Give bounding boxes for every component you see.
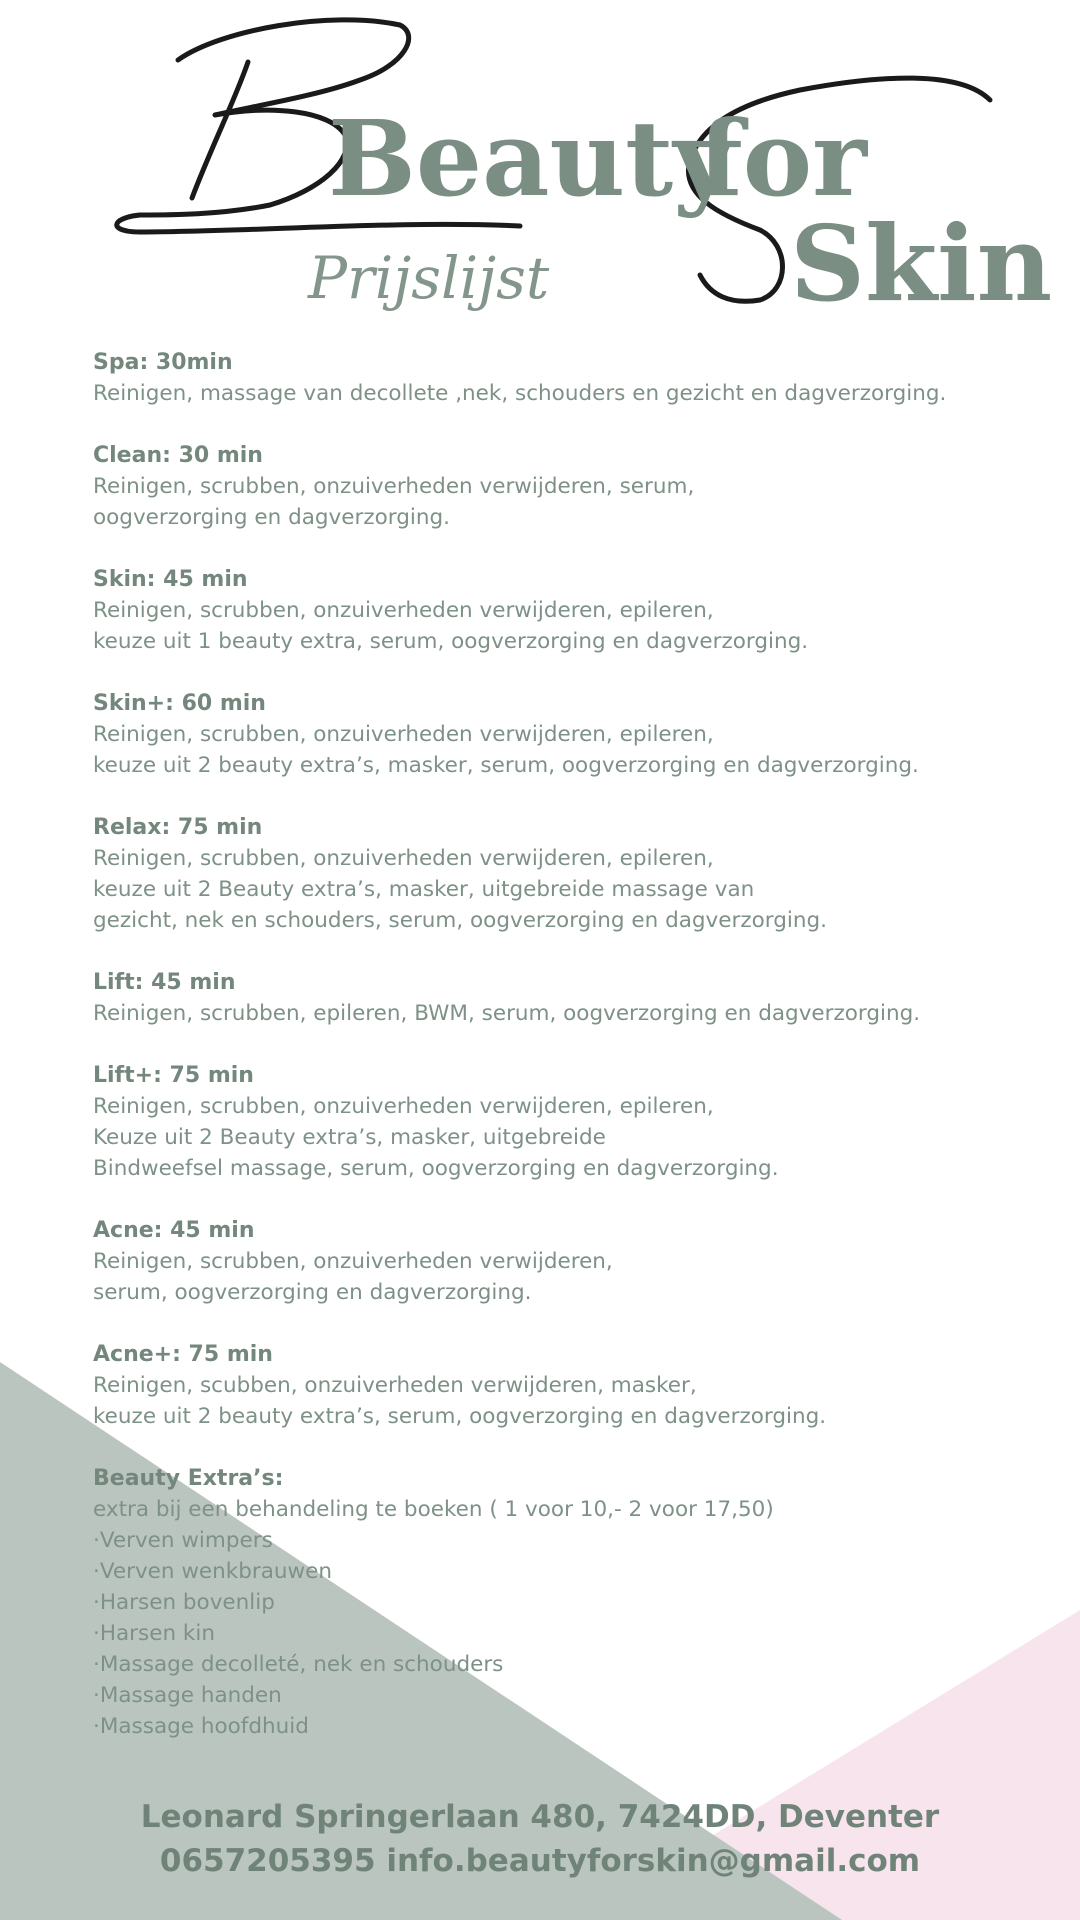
price-list <box>93 347 1053 1742</box>
treatment-item <box>93 1339 1053 1432</box>
footer-contact: 0657205395 info.beautyforskin@gmail.com <box>159 1843 921 1879</box>
treatment-title: Lift+: 75 min <box>93 1063 254 1088</box>
treatment-description-line: Reinigen, scrubben, onzuiverheden verwijderen, epileren, <box>93 846 714 871</box>
treatment-item <box>93 812 1053 936</box>
treatment-item <box>93 564 1053 657</box>
treatment-description-line: Reinigen, scrubben, epileren, BWM, serum, oogverzorging en dagverzorging. <box>93 1001 921 1026</box>
treatment-item <box>93 1060 1053 1184</box>
extras-item: ·Massage handen <box>93 1683 282 1708</box>
extras-intro: extra bij een behandeling te boeken ( 1 voor 10,- 2 voor 17,50) <box>93 1497 774 1522</box>
treatment-item <box>93 347 1053 409</box>
treatment-title: Relax: 75 min <box>93 815 263 840</box>
treatment-title: Skin: 45 min <box>93 567 248 592</box>
extras-list <box>93 1525 1053 1742</box>
extras-item: ·Harsen kin <box>93 1621 215 1646</box>
logo-word-skin: Skin <box>790 202 1053 325</box>
extras-item: ·Harsen bovenlip <box>93 1590 275 1615</box>
treatment-description-line: serum, oogverzorging en dagverzorging. <box>93 1280 532 1305</box>
treatment-description-line: keuze uit 2 Beauty extra’s, masker, uitgebreide massage van <box>93 877 755 902</box>
treatment-title: Skin+: 60 min <box>93 691 266 716</box>
treatments-list <box>93 347 1053 1432</box>
extras-title: Beauty Extra’s: <box>93 1466 284 1491</box>
treatment-item <box>93 967 1053 1029</box>
treatment-description-line: Reinigen, scrubben, onzuiverheden verwijderen, epileren, <box>93 1094 714 1119</box>
treatment-description-line: keuze uit 1 beauty extra, serum, oogverzorging en dagverzorging. <box>93 629 809 654</box>
treatment-description-line: gezicht, nek en schouders, serum, oogverzorging en dagverzorging. <box>93 908 827 933</box>
treatment-title: Clean: 30 min <box>93 443 263 468</box>
treatment-description-line: Bindweefsel massage, serum, oogverzorging en dagverzorging. <box>93 1156 779 1181</box>
beauty-extras-section <box>93 1463 1053 1742</box>
treatment-description-line: oogverzorging en dagverzorging. <box>93 505 450 530</box>
treatment-description-line: Reinigen, scrubben, onzuiverheden verwijderen, serum, <box>93 474 695 499</box>
treatment-description-line: keuze uit 2 beauty extra’s, masker, serum, oogverzorging en dagverzorging. <box>93 753 919 778</box>
extras-item: ·Verven wenkbrauwen <box>93 1559 332 1584</box>
treatment-description-line: Reinigen, scrubben, onzuiverheden verwijderen, epileren, <box>93 598 714 623</box>
footer <box>0 1795 1080 1883</box>
treatment-item <box>93 688 1053 781</box>
treatment-description-line: keuze uit 2 beauty extra’s, serum, oogverzorging en dagverzorging. <box>93 1404 827 1429</box>
treatment-title: Lift: 45 min <box>93 970 236 995</box>
extras-item: ·Massage hoofdhuid <box>93 1714 309 1739</box>
logo <box>0 0 1080 330</box>
extras-item: ·Massage decolleté, nek en schouders <box>93 1652 504 1677</box>
treatment-item <box>93 1215 1053 1308</box>
treatment-description-line: Reinigen, scrubben, onzuiverheden verwijderen, epileren, <box>93 722 714 747</box>
treatment-description-line: Keuze uit 2 Beauty extra’s, masker, uitgebreide <box>93 1125 606 1150</box>
treatment-title: Acne: 45 min <box>93 1218 255 1243</box>
treatment-description-line: Reinigen, scrubben, onzuiverheden verwijderen, <box>93 1249 613 1274</box>
subtitle-prijslijst: Prijslijst <box>308 244 550 312</box>
treatment-title: Spa: 30min <box>93 350 233 375</box>
treatment-title: Acne+: 75 min <box>93 1342 273 1367</box>
logo-word-beauty: Beauty <box>328 97 734 220</box>
extras-item: ·Verven wimpers <box>93 1528 273 1553</box>
treatment-item <box>93 440 1053 533</box>
footer-address: Leonard Springerlaan 480, 7424DD, Deventer <box>140 1799 940 1835</box>
logo-word-for: for <box>698 97 867 220</box>
treatment-description-line: Reinigen, massage van decollete ,nek, schouders en gezicht en dagverzorging. <box>93 381 947 406</box>
treatment-description-line: Reinigen, scubben, onzuiverheden verwijderen, masker, <box>93 1373 697 1398</box>
